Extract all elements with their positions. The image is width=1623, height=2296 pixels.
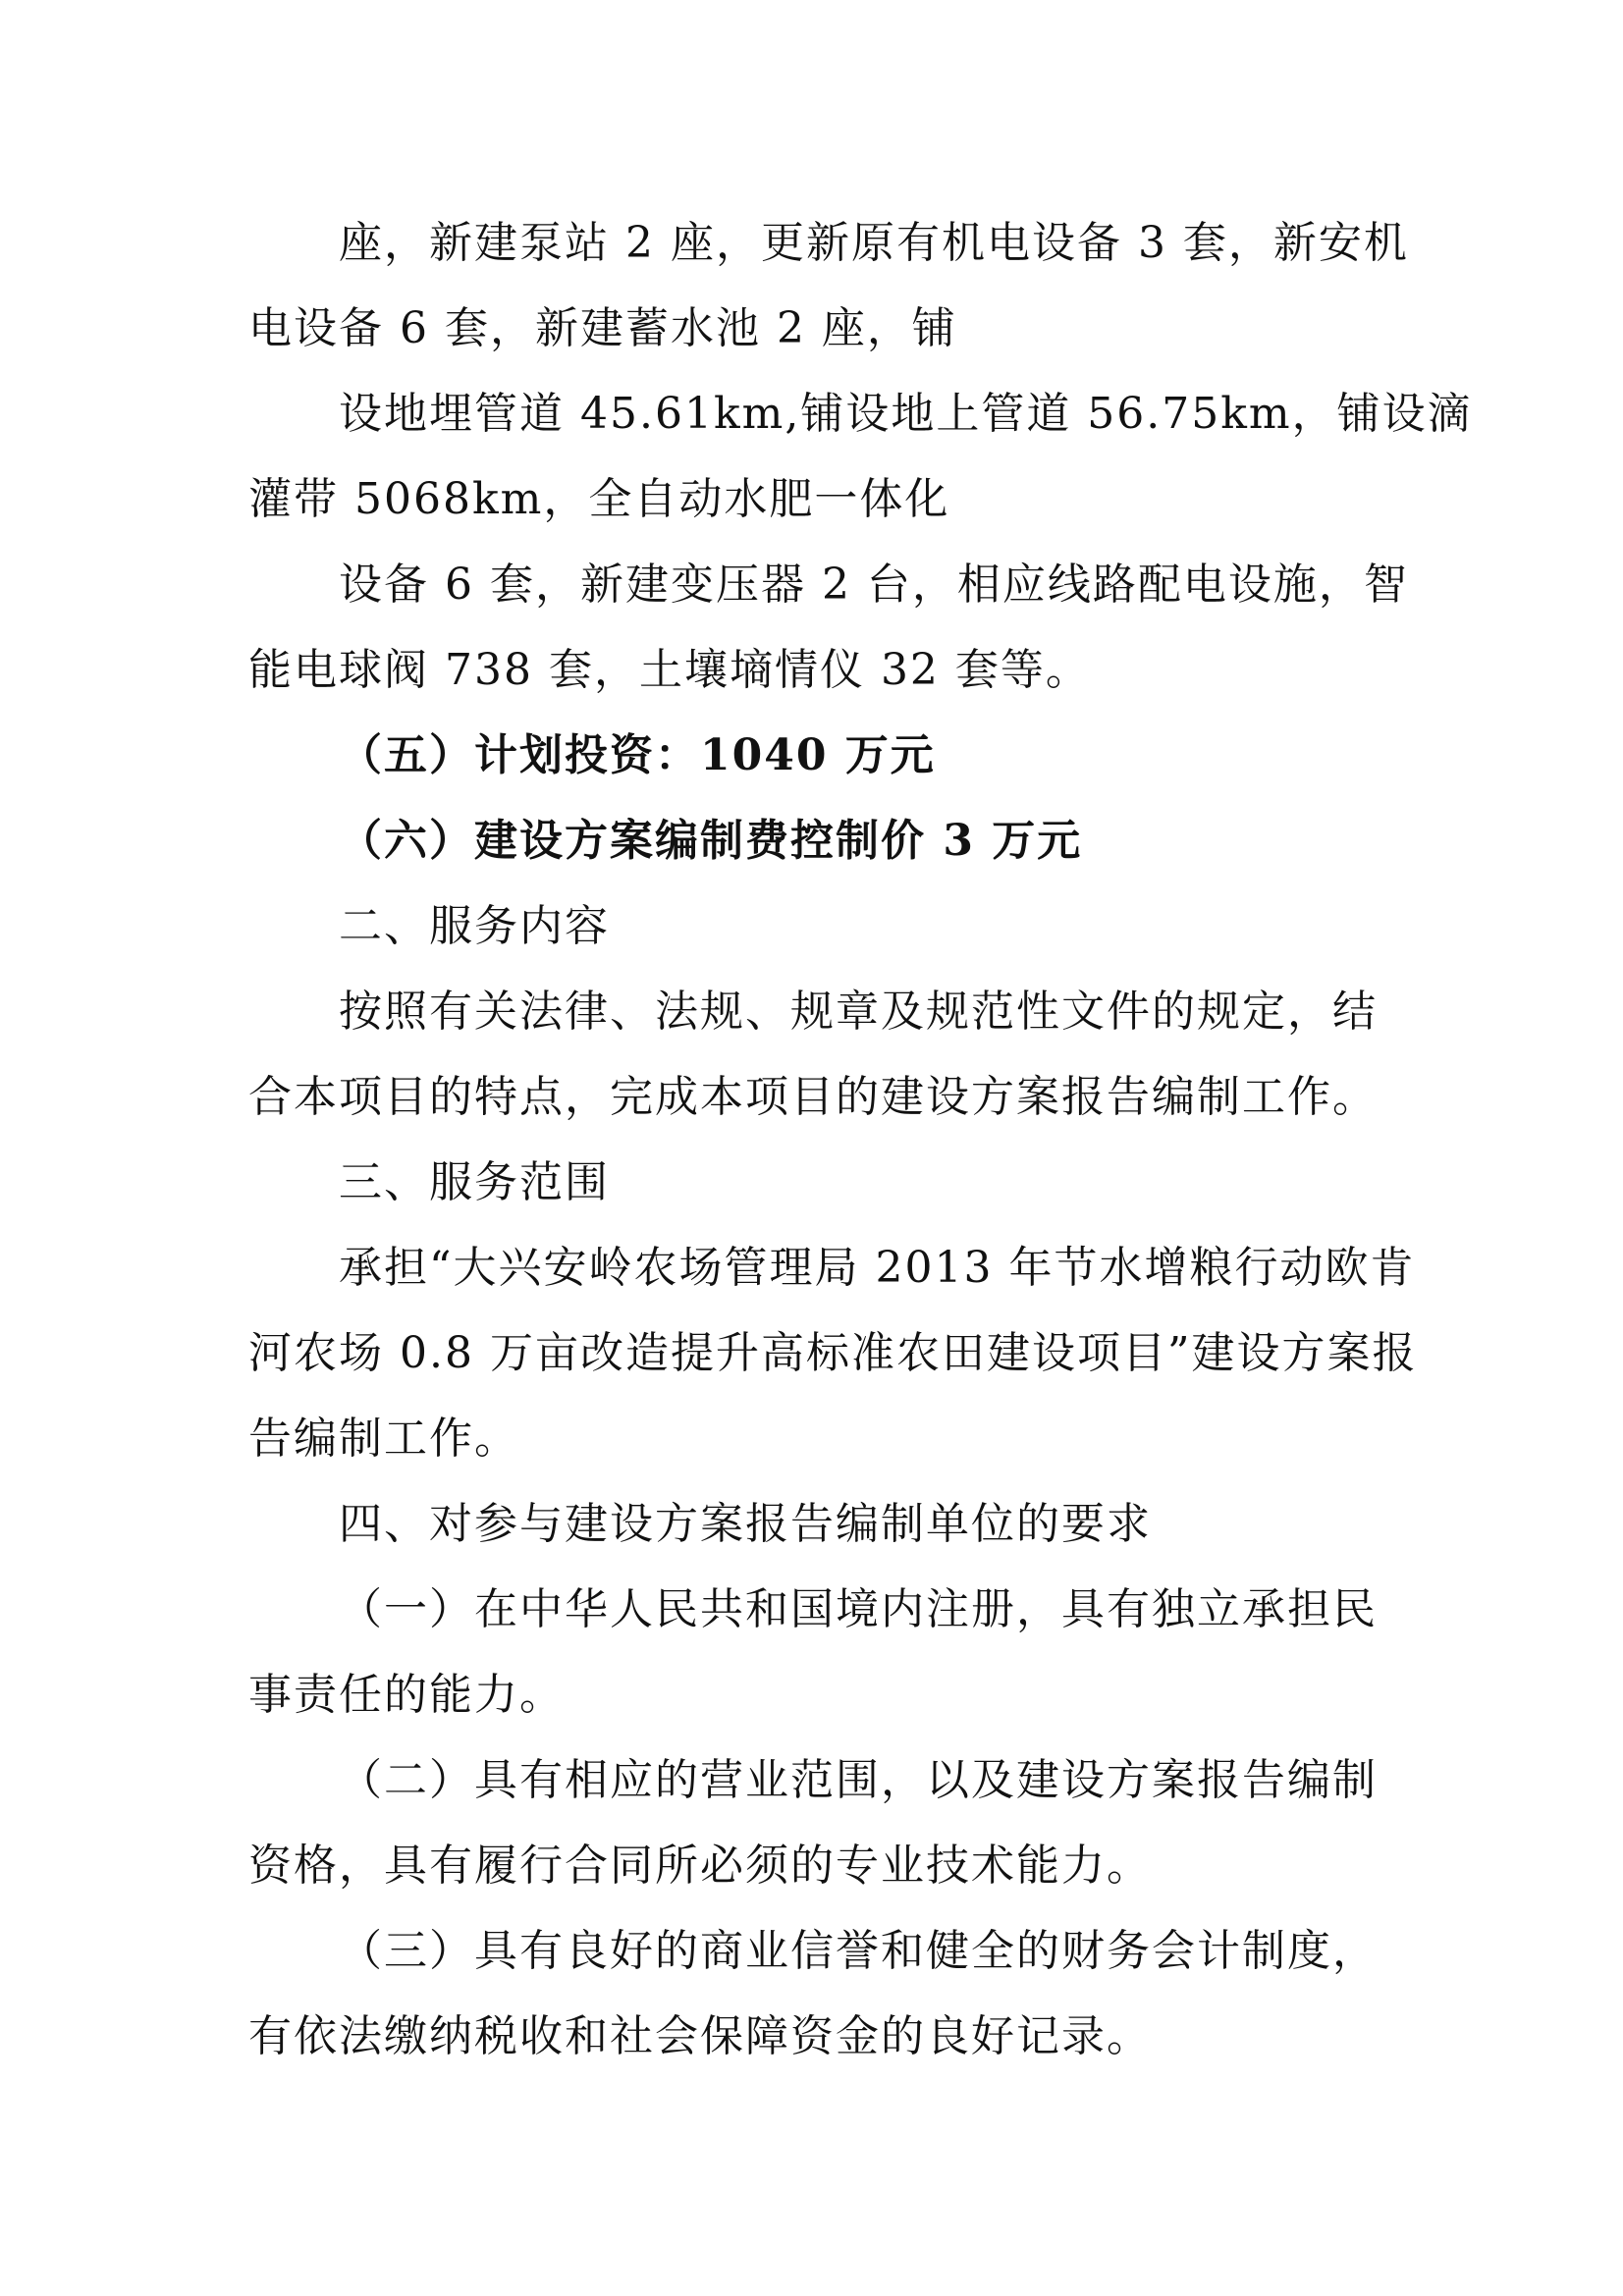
text-line: 灌带 5068km，全自动水肥一体化 [248,474,950,524]
text-line: 合本项目的特点，完成本项目的建设方案报告编制工作。 [248,1072,1378,1122]
text-line: 有依法缴纳税收和社会保障资金的良好记录。 [248,2011,1152,2061]
text-line: （一）在中华人民共和国境内注册，具有独立承担民 [339,1584,1378,1634]
section-heading-service-content: 二、服务内容 [339,901,610,951]
text-line: 资格，具有履行合同所必须的专业技术能力。 [248,1841,1152,1891]
section-heading-requirements: 四、对参与建设方案报告编制单位的要求 [339,1499,1152,1549]
text-line: 告编制工作。 [248,1414,519,1464]
section-heading-service-scope: 三、服务范围 [339,1157,610,1207]
text-line: 河农场 0.8 万亩改造提升高标准农田建设项目”建设方案报 [248,1328,1418,1378]
text-line: 能电球阀 738 套，土壤墒情仪 32 套等。 [248,645,1091,695]
text-line: 座，新建泵站 2 座，更新原有机电设备 3 套，新安机 [339,218,1409,268]
text-line: 事责任的能力。 [248,1670,565,1720]
text-line: 电设备 6 套，新建蓄水池 2 座，铺 [248,303,957,353]
text-line: 承担“大兴安岭农场管理局 2013 年节水增粮行动欧肯 [339,1243,1416,1293]
text-line: 设地埋管道 45.61km,铺设地上管道 56.75km，铺设滴 [339,389,1473,439]
section-heading-investment: （五）计划投资：1040 万元 [339,730,936,780]
text-line: 设备 6 套，新建变压器 2 台，相应线路配电设施，智 [339,560,1409,610]
text-line: 按照有关法律、法规、规章及规范性文件的规定，结 [339,987,1378,1037]
section-heading-fee: （六）建设方案编制费控制价 3 万元 [339,816,1083,866]
text-line: （二）具有相应的营业范围，以及建设方案报告编制 [339,1755,1378,1805]
text-line: （三）具有良好的商业信誉和健全的财务会计制度， [339,1926,1378,1976]
